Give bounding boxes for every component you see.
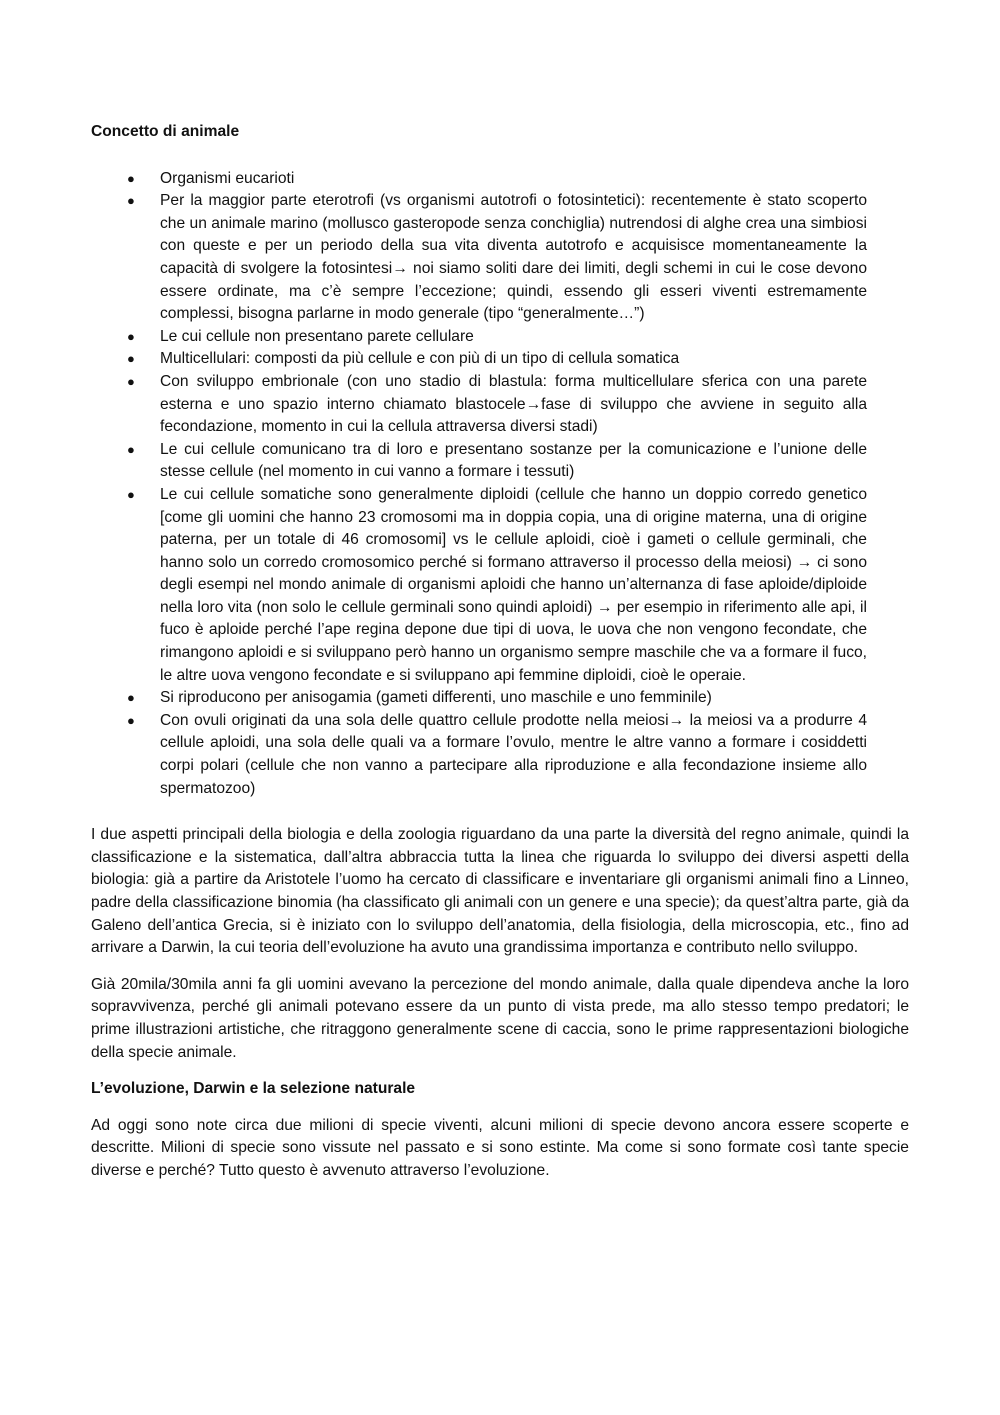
paragraph-species-count: Ad oggi sono note circa due milioni di specie viventi, alcuni milioni di specie devono ancora essere scoperte e descritte. Milioni di specie sono vissute nel passato e si sono estinte. Ma come si sono formate così tante specie diverse e perché? Tutto questo è avvenuto attraverso l’evoluzione. (91, 1116, 909, 1179)
list-item-text: Per la maggior parte eterotrofi (vs organismi autotrofi o fotosintetici): recentemente è stato scoperto che un animale marino (mollusco gasteropode senza conchiglia) nutrendosi di alghe crea una simbiosi con queste e per un periodo della sua vita diventa autotrofo e acquisisce momentaneamente la capacità di svolgere la fotosintesi→ noi siamo soliti dare dei limiti, degli schemi in cui le cose devono essere ordinate, ma c’è sempre l’eccezione; quindi, essendo gli esseri viventi estremamente complessi, bisogna parlarne in modo generale (tipo “generalmente…”) (160, 192, 867, 323)
bullet-icon: ● (127, 351, 135, 367)
list-item-text: Organismi eucarioti (160, 169, 295, 187)
bullet-icon: ● (127, 486, 135, 502)
bullet-icon: ● (127, 712, 135, 728)
list-item-text: Si riproducono per anisogamia (gameti differenti, uno maschile e uno femminile) (160, 689, 712, 707)
bullet-icon: ● (127, 328, 135, 344)
list-item (91, 439, 867, 484)
list-item-text: Le cui cellule comunicano tra di loro e presentano sostanze per la comunicazione e l’unione delle stesse cellule (nel momento in cui vanno a formare i tessuti) (160, 440, 867, 481)
page-content (91, 121, 909, 1197)
section-heading-evoluzione: L’evoluzione, Darwin e la selezione naturale (91, 1080, 416, 1098)
bullet-icon: ● (127, 373, 135, 389)
list-item-text: Con ovuli originati da una sola delle quattro cellule prodotte nella meiosi→ la meiosi va a produrre 4 cellule aploidi, una sola delle quali va a formare l’ovulo, mentre le altre vanno a formare i cosiddetti corpi polari (cellule che non vanno a partecipare alla riproduzione e alla fecondazione insieme allo spermatozoo) (160, 711, 867, 797)
list-item-text: Con sviluppo embrionale (con uno stadio di blastula: forma multicellulare sferica con una parete esterna e uno spazio interno chiamato blastocele→fase di sviluppo che avviene in seguito alla fecondazione, momento in cui la cellula attraversa diversi stadi) (160, 372, 867, 436)
animal-traits-list (91, 168, 909, 801)
list-item-text: Le cui cellule somatiche sono generalmente diploidi (cellule che hanno un doppio corredo genetico [come gli uomini che hanno 23 cromosomi ma in doppia copia, una di origine materna, una di origine paterna, per un totale di 46 cromosomi] vs le cellule aploidi, cioè i gameti o cellule germinali, che hanno solo un corredo cromosomico perché si formano attraverso il processo della meiosi) → ci sono degli esempi nel mondo animale di organismi aploidi che hanno un’alternanza di fase aploide/diploide nella loro vita (non solo le cellule germinali sono quindi aploidi) → per esempio in riferimento alle api, il fuco è aploide perché l’ape regina depone due tipi di uova, le uova che non vengono fecondate, che rimangono aploidi e si sviluppano però hanno un organismo sempre maschile che va a formare il fuco, le altre uova vengono fecondate e si sviluppano api femmine diploidi, cioè le operaie. (160, 485, 867, 684)
list-item-text: Le cui cellule non presentano parete cellulare (160, 327, 474, 345)
paragraph-biology-aspects: I due aspetti principali della biologia e della zoologia riguardano da una parte la diversità del regno animale, quindi la classificazione e la sistematica, dall’altra abbraccia tutta la linea che riguarda lo sviluppo dei diversi aspetti della biologia: già a partire da Aristotele l’uomo ha cercato di classificare e inventariare gli organismi animali fino a Linneo, padre della classificazione binomia (ha classificato gli animali con un genere e una specie); da quest’altra parte, già da Galeno dell’antica Grecia, si è iniziato con lo sviluppo dell’anatomia, della fisiologia, della microscopia, etc., fino ad arrivare a Darwin, la cui teoria dell’evoluzione ha avuto una grandissima importanza e contributo nello sviluppo. (91, 826, 909, 957)
list-item-text: Multicellulari: composti da più cellule e con più di un tipo di cellula somatica (160, 350, 680, 368)
paragraph-prehistoric-perception: Già 20mila/30mila anni fa gli uomini avevano la percezione del mondo animale, dalla quale dipendeva anche la loro sopravvivenza, perché gli animali potevano essere da un punto di vista prede, ma allo stesso tempo predatori; le prime illustrazioni artistiche, che ritraggono generalmente scene di caccia, sono le prime rappresentazioni biologiche della specie animale. (91, 975, 909, 1061)
list-item (91, 326, 867, 349)
section-heading-concetto-di-animale: Concetto di animale (91, 123, 240, 140)
list-item (91, 710, 867, 800)
bullet-icon: ● (127, 441, 135, 457)
bullet-icon: ● (127, 193, 135, 209)
list-item (91, 371, 867, 439)
list-item (91, 168, 867, 191)
bullet-icon: ● (127, 690, 135, 706)
list-item (91, 348, 867, 371)
list-item (91, 687, 867, 710)
list-item (91, 484, 867, 687)
list-item (91, 190, 867, 326)
bullet-icon: ● (127, 170, 135, 186)
